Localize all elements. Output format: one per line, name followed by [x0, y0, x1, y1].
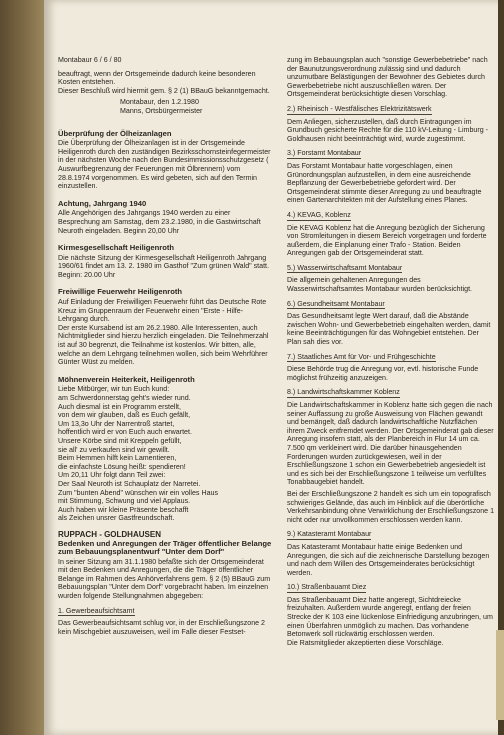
section-title: Achtung, Jahrgang 1940 [58, 198, 147, 208]
binding-edge-right [498, 0, 504, 735]
paragraph: Dieser Beschluß wird hiermit gem. § 2 (1) BBauG bekanntgemacht. [58, 86, 270, 95]
paragraph: zung im Bebauungsplan auch "sonstige Gewerbebetriebe" nach der Baunutzungsverordnung zulässig sind und dadurch unzumutbare Belästigungen der Bewohner des Gebietes durch Gewerbebetriebe nicht auszuschließen wären. Der Ortsgemeinderat berücksichtigte diesen Vorschlag. [287, 56, 488, 99]
section-text: Alle Angehörigen des Jahrgangs 1940 werden zu einer Besprechung am Samstag, dem 23.2.1980, in die Gastwirtschaft Neuroth eingeladen. Beginn 20,00 Uhr [58, 209, 261, 235]
item-heading: 5.) Wasserwirtschaftsamt Montabaur [287, 263, 403, 272]
section-heading: RUPPACH - GOLDHAUSEN [58, 529, 161, 539]
poem-line: Zum "bunten Abend" wünschen wir ein volles Haus [58, 488, 219, 497]
poem-line: Der Saal Neuroth ist Schauplatz der Narretei. [58, 479, 201, 488]
poem-line: hoffentlich wird er von Euch auch erwartet. [58, 428, 192, 437]
item-text: Die Landwirtschaftskammer in Koblenz hatte sich gegen die nach seiner Auffassung zu große Ausweisung von Flächen gewandt und bemängelt, daß dadurch landwirtschaftliche Nutzflächen ihrem Zweck entfremdet werden. Der Ortsgemeinderat gab dieser Anregung insofern statt, als der Planbereich in Flur 14 um ca. 7.500 qm verkleinert wird. Die darüber hinausgehenden Forderungen wurden zurückgewiesen, weil in der Erschließungszone 1 schon ein Gewerbebetrieb angesiedelt ist und es sich bei der Erschließungszone 1 teilweise um verfülltes Tonabbaugebiet handelt. [287, 401, 494, 487]
item-heading: 3.) Forstamt Montabaur [287, 149, 362, 158]
signature-name: Manns, Ortsbürgermeister [120, 106, 203, 115]
item-text: Das Gewerbeaufsichtsamt schlug vor, in der Erschließungszone 2 kein Mischgebiet auszuweisen, weil im Falle dieser Festset- [58, 619, 265, 636]
section-title: Möhnenverein Heiterkeit, Heiligenroth [58, 374, 195, 384]
item-text: Die KEVAG Koblenz hat die Anregung bezüglich der Sicherung von Stromleitungen in diesem Bereich vorgetragen und forderte außerdem, die Einplanung einer Trafo - Station. Beiden Anregungen gab der Ortsgemeinderat statt. [287, 223, 487, 258]
poem-line: Liebe Mitbürger, wir tun Euch kund: [58, 385, 170, 394]
section-title: Überprüfung der Ölheizanlagen [58, 128, 172, 138]
section-title: Kirmesgesellschaft Heiligenroth [58, 243, 175, 253]
page-tab [496, 630, 504, 720]
poem-line: als Zeichen unsrer Gastfreundschaft. [58, 514, 175, 523]
page-header: Montabaur 6 / 6 / 80 [58, 56, 122, 64]
poem-line: Unsere Körbe sind mit Kreppeln gefüllt, [58, 436, 182, 445]
poem-line: die einfachste Lösung heißt: spendieren! [58, 462, 186, 471]
item-heading: 8.) Landwirtschaftskammer Koblenz [287, 388, 400, 397]
paragraph: beauftragt, wenn der Ortsgemeinde dadurch keine besonderen Kosten entstehen. [58, 69, 256, 87]
poem-line: Um 20,11 Uhr folgt dann Teil zwei: [58, 471, 166, 480]
item-heading: 6.) Gesundheitsamt Montabaur [287, 299, 385, 308]
item-text: Diese Behörde trug die Anregung vor, evtl. historische Funde möglichst frühzeitig anzuzeigen. [287, 365, 479, 382]
signature-date: Montabaur, den 1.2.1980 [120, 98, 199, 107]
item-text: Die Ratsmitglieder akzeptierten diese Vorschläge. [287, 638, 444, 647]
item-heading: 2.) Rheinisch - Westfälisches Elektrizitätswerk [287, 104, 432, 113]
poem-line: Beim Hemmen hilft kein Lamentieren, [58, 454, 177, 463]
item-text: Das Straßenbauamt Diez hatte angeregt, Sichtdreiecke freizuhalten. Außerdem wurde angeregt, entlang der freien Strecke der K 103 eine lückenlose Einfriedigung anzubringen, um einen Überfahren unmöglich zu machen. Das vorhandene Betonwerk soll rückwärtig erschlossen werden. [287, 595, 493, 639]
item-text: Dem Anliegen, sicherzustellen, daß durch Eintragungen im Grundbuch gesicherte Rechte für die 110 kV-Leitung - Limburg - Goldhausen nicht beeinträchtigt wird, wurde zugestimmt. [287, 117, 488, 143]
item-heading: 9.) Katasteramt Montabaur [287, 530, 372, 539]
poem-line: sie all' zu verkaufen sind wir gewillt. [58, 445, 170, 454]
item-text: Das Gesundheitsamt legte Wert darauf, daß die Abstände zwischen Wohn- und Gewerbebetrieb eingehalten werden, damit keine Beeinträchtigungen für das Wohngebiet entstehen. Der Plan sah dies vor. [287, 312, 491, 347]
right-column [287, 56, 495, 653]
section-text: Die Überprüfung der Ölheizanlagen ist in der Ortsgemeinde Heiligenroth durch den zuständigen Bezirksschornsteinfegermeister in der nächsten Woche nach den Bundesimmissionsschutzgesetz ( Auswurfbegrenzung der Feuerungen mit Ölbrennern) vom 28.8.1974 vorgenommen. Es wird gebeten, sich auf den Termin einzustellen. [58, 139, 271, 191]
poem [58, 385, 273, 523]
item-heading: 4.) KEVAG, Koblenz [287, 210, 351, 219]
item-heading: 10.) Straßenbauamt Diez [287, 583, 367, 592]
section-subtitle: Bedenken und Anregungen der Träger öffentlicher Belange zum Bebauungsplanentwurf "Unter dem Dorf" [58, 538, 272, 557]
poem-line: mit Stimmung, Schwung und viel Applaus. [58, 497, 191, 506]
section-text: Der erste Kursabend ist am 26.2.1980. Alle Interessenten, auch Nichtmitglieder sind hierzu herzlich eingeladen. Die Teilnehmerzahl ist auf 30 begrenzt, die Teilnahme ist kostenlos. Wir bitten, alle, welche an dem Lehrgang teilnehmen wollen, sich beim Wehrführer Günter Wüst zu melden. [58, 323, 269, 367]
item-heading: 7.) Staatliches Amt für Vor- und Frühgeschichte [287, 352, 436, 361]
binding-edge [0, 0, 44, 735]
item-text: Das Forstamt Montabaur hatte vorgeschlagen, einen Grünordnungsplan aufzustellen, in dem eine ausreichende Bepflanzung der Gewerbebetriebe gefordert wird. Der Ortsgemeinderat stimmte dieser Anregung zu und beauftragte einen Gartenarchitekten mit der Aufstellung eines Planes. [287, 161, 482, 205]
section-text: Die nächste Sitzung der Kirmesgesellschaft Heiligenroth Jahrgang 1960/61 findet am 13. 2. 1980 im Gasthof "Zum grünen Wald" statt. Beginn: 20.00 Uhr [58, 253, 270, 279]
poem-line: von dem wir glauben, daß es Euch gefällt, [58, 411, 191, 420]
item-text: Bei der Erschließungszone 2 handelt es sich um ein topografisch schwieriges Gelände, das auch im Hinblick auf die überörtliche Verkehrsanbindung ohne Verwirklichung der Erschließungszone 1 nicht oder nur unvollkommen erschlossen werden kann. [287, 489, 495, 524]
poem-line: Auch diesmal ist ein Programm erstellt, [58, 402, 182, 411]
item-heading: 1. Gewerbeaufsichtsamt [58, 606, 135, 615]
section-title: Freiwillige Feuerwehr Heiligenroth [58, 287, 183, 297]
left-column [58, 56, 273, 642]
item-text: Das Katasteramt Montabaur hatte einige Bedenken und Anregungen, die sich auf die zeichnerische Darstellung bezogen und nach dem Willen des Ortsgemeinderates berücksichtigt werden. [287, 542, 490, 577]
section-text: Auf Einladung der Freiwilligen Feuerwehr führt das Deutsche Rote Kreuz im Gruppenraum der Feuerwehr einen "Erste - Hilfe-Lehrgang durch. [58, 298, 267, 324]
poem-line: Um 13,3o Uhr der Narrentroß startet, [58, 419, 175, 428]
section-text: In seiner Sitzung am 31.1.1980 befaßte sich der Ortsgemeinderat mit den Bedenken und Anregungen, die die Träger öffentlicher Belange im Rahmen des Anhörverfahrens gem. § 2 (5) BBauG zum Bebauungsplan "Unter dem Dorf" vorgebracht haben. Im einzelnen wurden folgende Stellungnahmen abgegeben: [58, 557, 271, 601]
poem-line: am Schwerdonnerstag geht's wieder rund. [58, 394, 191, 402]
poem-line: Auch haben wir kleine Präsente beschafft [58, 505, 189, 514]
item-text: Die allgemein gehaltenen Anregungen des Wasserwirtschaftsamtes Montabaur wurden berücksichtigt. [287, 276, 473, 294]
